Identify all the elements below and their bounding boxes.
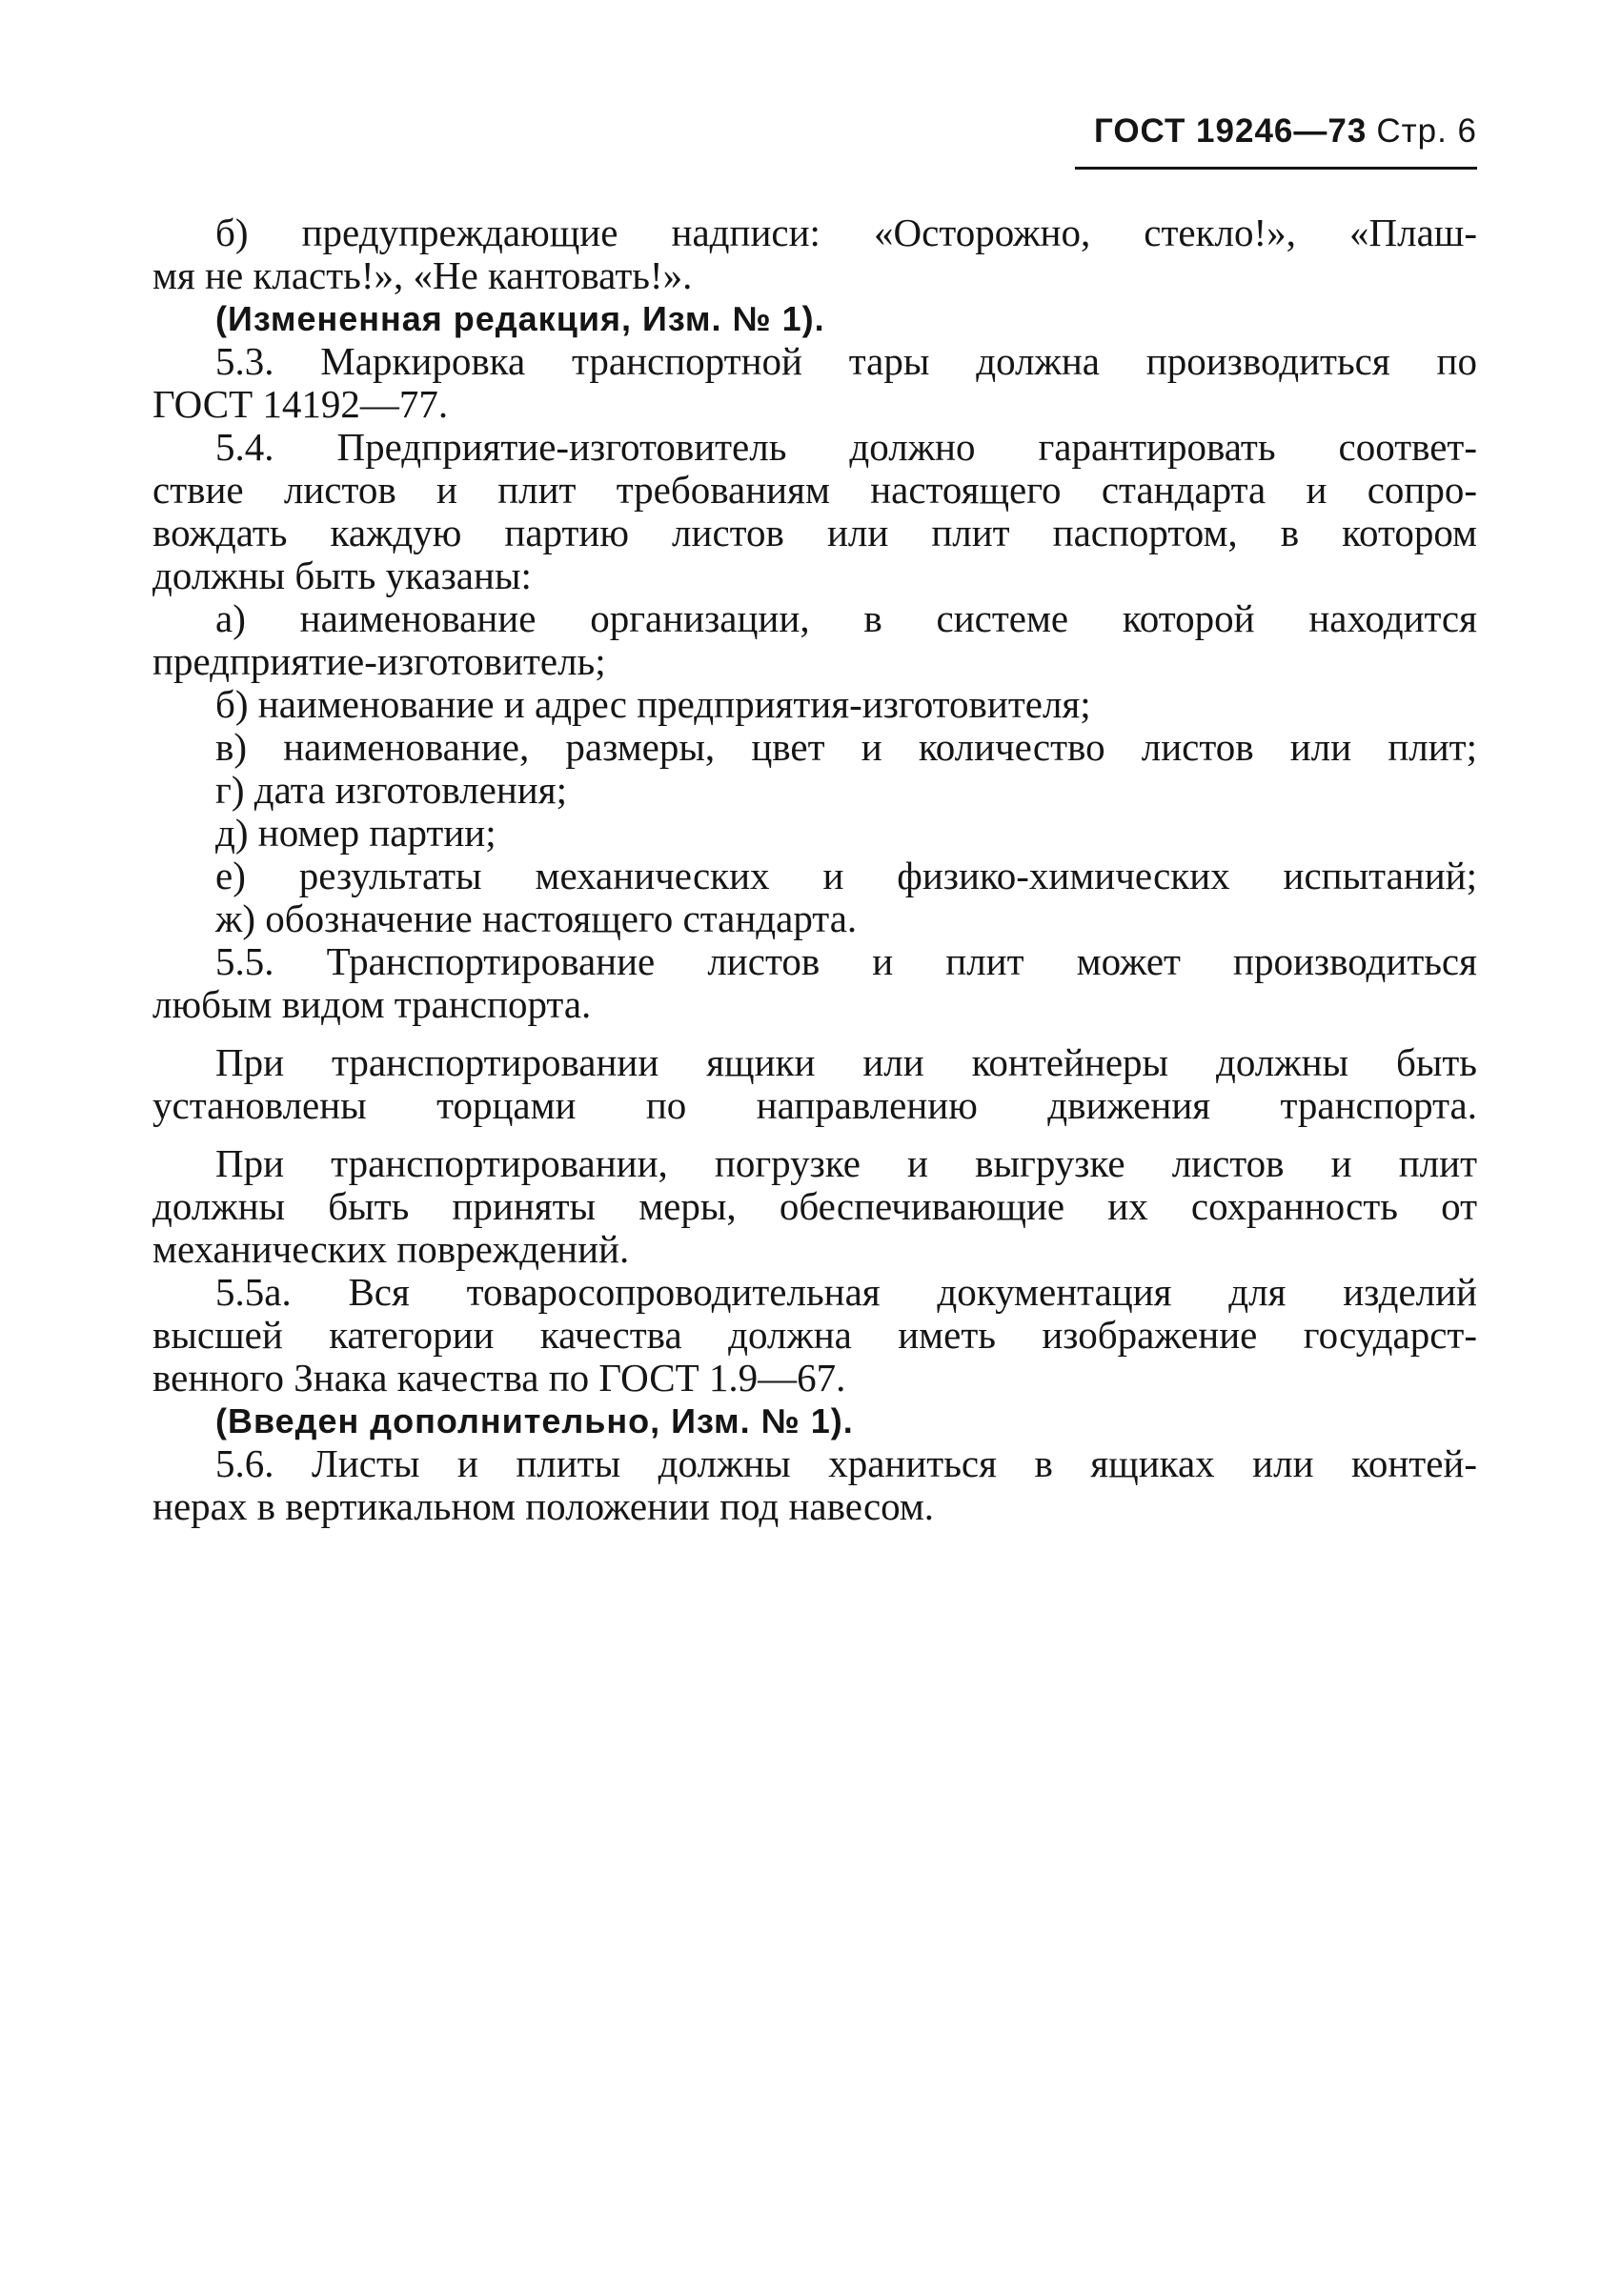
doc-number: ГОСТ 19246—73 (1093, 112, 1368, 150)
text-line: механических повреждений. (152, 1227, 630, 1271)
list-item: б) наименование и адрес предприятия-изготовителя; (215, 682, 1091, 726)
text-line: высшей категории качества должна иметь изображение государст- (152, 1313, 1477, 1357)
list-item: в) наименование, размеры, цвет и количество листов или плит; (215, 725, 1477, 769)
text-line: 5.5а. Вся товаросопроводительная документация для изделий (215, 1270, 1477, 1314)
text-line: вождать каждую партию листов или плит паспортом, в котором (152, 511, 1477, 554)
header-rule (1075, 167, 1477, 170)
page-header-text (1094, 112, 1477, 151)
text-line: нерах в вертикальном положении под навесом. (152, 1484, 935, 1528)
amendment-note: (Измененная редакция, Изм. № 1). (215, 299, 825, 338)
list-item: а) наименование организации, в системе которой находится (215, 596, 1477, 640)
text-line: мя не класть!», «Не кантовать!». (152, 253, 693, 297)
list-item: е) результаты механических и физико-химических испытаний; (215, 854, 1477, 897)
amendment-note: (Введен дополнительно, Изм. № 1). (215, 1401, 854, 1440)
page-number: Стр. 6 (1376, 112, 1477, 150)
document-body (152, 211, 1477, 1528)
text-line: 5.4. Предприятие-изготовитель должно гарантировать соответ- (215, 425, 1477, 469)
text-line: ствие листов и плит требованиям настоящего стандарта и сопро- (152, 468, 1477, 512)
text-line: должны быть указаны: (152, 554, 532, 597)
text-line: должны быть приняты меры, обеспечивающие их сохранность от (152, 1184, 1477, 1228)
text-line: венного Знака качества по ГОСТ 1.9—67. (152, 1356, 846, 1400)
text-line: При транспортировании, погрузке и выгрузке листов и плит (215, 1141, 1477, 1185)
list-item: г) дата изготовления; (215, 768, 567, 812)
text-line: 5.3. Маркировка транспортной тары должна производиться по (215, 339, 1477, 383)
page-header (1075, 112, 1477, 170)
text-line: При транспортировании ящики или контейнеры должны быть (215, 1040, 1477, 1084)
text-line: любым видом транспорта. (152, 982, 592, 1026)
text-line: 5.6. Листы и плиты должны храниться в ящиках или контей- (215, 1441, 1477, 1485)
list-item: ж) обозначение настоящего стандарта. (215, 896, 858, 940)
text-line: 5.5. Транспортирование листов и плит может производиться (215, 939, 1477, 983)
text-line: предприятие-изготовитель; (152, 639, 606, 683)
text-line: ГОСТ 14192—77. (152, 382, 449, 426)
text-line: установлены торцами по направлению движения транспорта. (152, 1083, 1477, 1127)
text-line: б) предупреждающие надписи: «Осторожно, стекло!», «Плаш- (215, 211, 1477, 254)
list-item: д) номер партии; (215, 811, 496, 855)
